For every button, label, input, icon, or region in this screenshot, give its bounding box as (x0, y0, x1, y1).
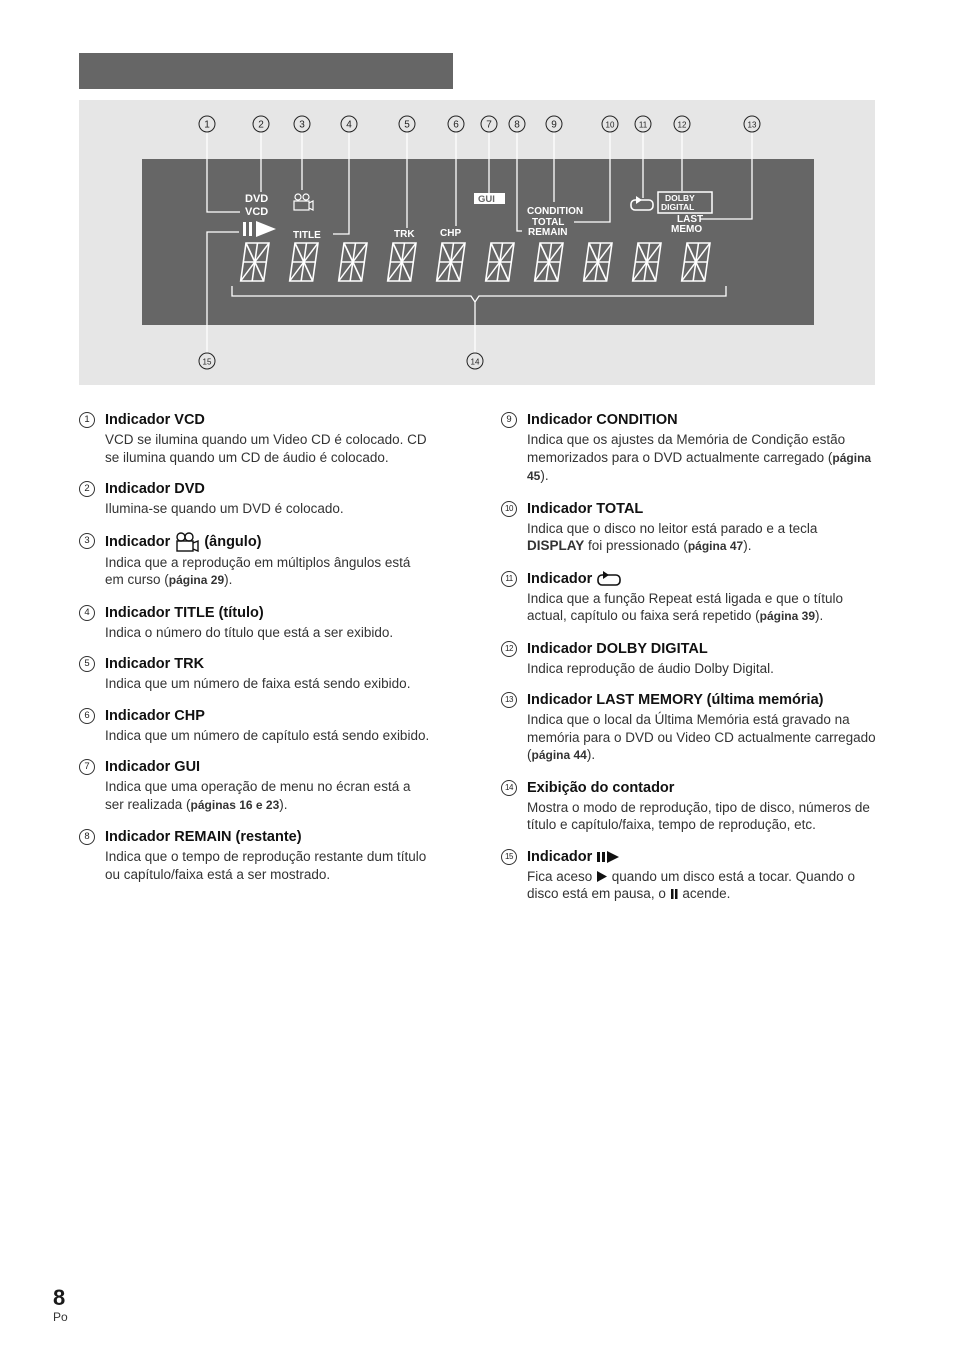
legend-column-left (79, 411, 431, 897)
item-body-text: ). (586, 747, 596, 762)
item-title (527, 691, 877, 709)
item-title (105, 480, 431, 498)
legend-item-12 (501, 640, 877, 678)
item-description (105, 431, 431, 466)
last-indicator: LAST (677, 214, 704, 225)
item-title-text: Indicador REMAIN (restante) (105, 829, 302, 845)
svg-text:6: 6 (453, 119, 459, 131)
legend-item-8 (79, 828, 431, 883)
item-description (527, 431, 877, 486)
item-title-suffix: (ângulo) (204, 533, 262, 550)
item-description (527, 520, 877, 556)
title-indicator: TITLE (293, 230, 321, 241)
callout-13 (744, 116, 760, 132)
item-body-text: Indica que a função Repeat está ligada e que o título actual, capítulo ou faixa será repetido ( (527, 590, 843, 623)
item-title-text: Indicador (527, 570, 593, 587)
svg-text:5: 5 (404, 119, 410, 131)
item-body-text: ). (540, 468, 549, 483)
item-body-text: foi pressionado ( (584, 538, 688, 553)
callout-11 (635, 116, 651, 132)
legend-item-10 (501, 500, 877, 556)
item-number: 4 (79, 605, 95, 621)
item-description (105, 848, 431, 883)
item-title (527, 570, 877, 588)
svg-text:12: 12 (677, 120, 687, 130)
item-title (105, 828, 431, 846)
item-title (105, 758, 431, 776)
item-title-text: Indicador (527, 848, 593, 865)
callout-2 (253, 116, 269, 132)
callout-1 (199, 116, 215, 132)
remain-indicator: REMAIN (528, 227, 568, 238)
page-reference: página 45 (527, 450, 872, 483)
item-title (527, 848, 877, 866)
item-title-text: Indicador CONDITION (527, 412, 678, 428)
callout-6 (448, 116, 464, 132)
repeat-icon (596, 571, 622, 587)
item-body-text: ). (743, 538, 752, 553)
item-title-text: Indicador LAST MEMORY (última memória) (527, 692, 824, 708)
item-body-text: Indica que o disco no leitor está parado e a tecla (527, 520, 818, 536)
callout-7 (481, 116, 497, 132)
item-title (105, 532, 431, 552)
svg-text:11: 11 (638, 120, 648, 130)
legend-item-1 (79, 411, 431, 466)
display-diagram (0, 0, 954, 400)
item-body-text: Indica que o local da Última Memória está gravado na memória para o DVD ou Video CD actualmente carregado ( (527, 712, 876, 762)
item-title-text: Indicador CHP (105, 707, 205, 724)
memo-indicator: MEMO (671, 224, 703, 235)
svg-text:13: 13 (747, 120, 757, 130)
legend-item-7 (79, 758, 431, 814)
callout-3 (294, 116, 310, 132)
callout-14 (467, 353, 483, 369)
total-indicator: TOTAL (532, 217, 565, 228)
item-number: 11 (501, 571, 517, 587)
item-number: 15 (501, 849, 517, 865)
item-title-text: Indicador TITLE (título) (105, 604, 264, 621)
item-title-text: Indicador DVD (105, 481, 205, 497)
item-description (527, 799, 877, 834)
svg-text:9: 9 (551, 119, 557, 131)
item-description (527, 711, 877, 765)
item-description (105, 500, 431, 518)
item-description (105, 675, 431, 693)
item-body-text: VCD se ilumina quando um Video CD é colocado. CD se ilumina quando um CD de áudio é colocado. (105, 432, 427, 465)
pause-icon (670, 889, 679, 899)
item-description (527, 590, 877, 626)
legend-item-11 (501, 570, 877, 626)
item-body-text: Indica que a reprodução em múltiplos ângulos está em curso ( (105, 554, 411, 587)
item-number: 10 (501, 501, 517, 517)
legend-item-5 (79, 655, 431, 693)
page-reference: página 47 (687, 539, 744, 553)
svg-text:3: 3 (299, 119, 305, 131)
svg-text:1: 1 (204, 119, 210, 131)
item-description (105, 624, 431, 642)
page-reference: página 29 (168, 573, 225, 587)
callout-8 (509, 116, 525, 132)
callout-9 (546, 116, 562, 132)
item-body-text: Indica que um número de faixa está sendo exibido. (105, 676, 411, 691)
legend-column-right (501, 411, 877, 917)
item-description (105, 778, 431, 814)
page-language: Po (53, 1310, 68, 1324)
item-title (105, 604, 431, 622)
item-description (527, 868, 877, 903)
item-body-text: Indica que um número de capítulo está sendo exibido. (105, 727, 430, 743)
item-body-text: Indica que uma operação de menu no écran está a ser realizada ( (105, 779, 411, 812)
item-body-text: Ilumina-se quando um DVD é colocado. (105, 501, 344, 516)
callout-10 (602, 116, 618, 132)
item-number: 3 (79, 533, 95, 549)
legend-item-13 (501, 691, 877, 765)
legend-item-6 (79, 707, 431, 745)
dolby-indicator: DOLBY (665, 193, 695, 203)
item-body-text: Mostra o modo de reprodução, tipo de disco, números de título e capítulo/faixa, tempo de reprodução, etc. (527, 799, 870, 832)
display-window (142, 159, 814, 325)
trk-indicator: TRK (394, 229, 415, 240)
item-description (527, 660, 877, 678)
callout-5 (399, 116, 415, 132)
page-number: 8 (53, 1285, 66, 1310)
item-title (527, 500, 877, 518)
legend-item-9 (501, 411, 877, 486)
item-title (527, 640, 877, 658)
item-number: 7 (79, 759, 95, 775)
page-reference: página 39 (759, 609, 815, 623)
item-number: 5 (79, 656, 95, 672)
item-body-text: Indica que os ajustes da Memória de Condição estão memorizados para o DVD actualmente carregado ( (527, 432, 846, 465)
item-number: 14 (501, 780, 517, 796)
vcd-indicator: VCD (245, 206, 269, 218)
digital-indicator: DIGITAL (661, 202, 695, 212)
item-body-text: ). (815, 608, 824, 623)
item-title (527, 411, 877, 429)
pause-play-icon (596, 851, 620, 863)
item-title (527, 779, 877, 797)
chp-indicator: CHP (440, 228, 462, 239)
gui-indicator: GUI (478, 194, 495, 205)
legend-item-3 (79, 532, 431, 590)
item-title-text: Indicador (105, 533, 171, 550)
item-body-text: Indica o número do título que está a ser exibido. (105, 624, 394, 640)
legend-item-14 (501, 779, 877, 834)
item-body-text: acende. (678, 886, 731, 901)
item-number: 6 (79, 708, 95, 724)
item-description (105, 554, 431, 590)
page-reference: página 44 (531, 748, 587, 762)
condition-indicator: CONDITION (527, 206, 584, 217)
item-description (105, 727, 431, 745)
svg-text:4: 4 (346, 119, 352, 131)
svg-text:15: 15 (202, 357, 212, 367)
item-title (105, 707, 431, 725)
item-body-text: ). (279, 796, 288, 812)
callout-15 (199, 353, 215, 369)
item-body-text: Fica aceso (527, 868, 597, 884)
svg-text:14: 14 (470, 357, 480, 367)
item-title-text: Indicador DOLBY DIGITAL (527, 640, 708, 657)
svg-text:7: 7 (486, 119, 492, 131)
item-title-text: Indicador TOTAL (527, 500, 644, 517)
item-number: 1 (79, 412, 95, 428)
item-body-text: ). (224, 572, 233, 587)
dvd-indicator: DVD (245, 193, 269, 205)
item-title-text: Exibição do contador (527, 779, 675, 796)
page-reference: páginas 16 e 23 (190, 797, 280, 812)
item-body-text: quando um disco está a tocar. Quando o disco está em pausa, o (527, 868, 855, 901)
item-number: 12 (501, 641, 517, 657)
item-body-text: Indica que o tempo de reprodução restante dum título ou capítulo/faixa está a ser mostrado. (105, 849, 427, 882)
item-number: 8 (79, 829, 95, 845)
svg-text:2: 2 (258, 119, 264, 131)
callout-4 (341, 116, 357, 132)
item-title-text: Indicador TRK (105, 656, 205, 672)
item-number: 13 (501, 692, 517, 708)
item-title-text: Indicador GUI (105, 759, 201, 775)
callout-12 (674, 116, 690, 132)
item-title-text: Indicador VCD (105, 412, 205, 428)
legend-item-4 (79, 604, 431, 642)
item-title (105, 411, 431, 429)
svg-text:10: 10 (605, 120, 615, 130)
camera-angle-icon (174, 532, 200, 552)
item-key-label: DISPLAY (527, 538, 585, 553)
play-icon (596, 871, 608, 882)
item-body-text: Indica reprodução de áudio Dolby Digital. (527, 660, 774, 676)
legend-item-15 (501, 848, 877, 903)
svg-text:8: 8 (514, 119, 520, 131)
item-number: 9 (501, 412, 517, 428)
legend-item-2 (79, 480, 431, 518)
item-title (105, 655, 431, 673)
item-number: 2 (79, 481, 95, 497)
